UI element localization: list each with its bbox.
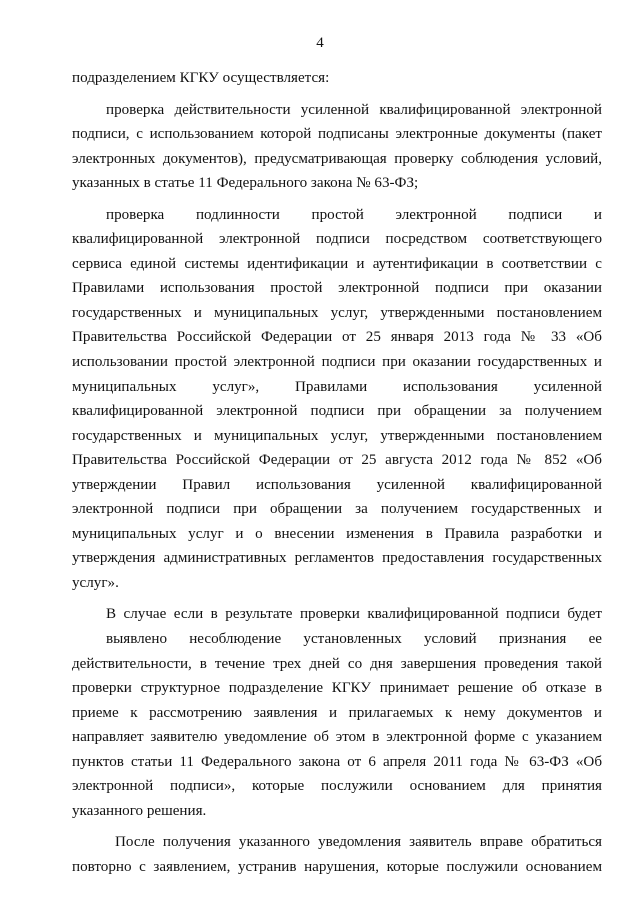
text-line: Правительства Российской Федерации от 25 августа 2012 года № 852 «Об xyxy=(72,452,602,469)
paragraph-qualified-signature-check xyxy=(72,98,602,196)
text-line: муниципальных услуг», Правилами использования усиленной xyxy=(72,378,602,395)
text-line: услуг». xyxy=(72,574,119,591)
text-line: Правительства Российской Федерации от 25 января 2013 года № 33 «Об xyxy=(72,329,602,346)
text-line: Правилами использования простой электронной подписи при оказании xyxy=(72,280,602,297)
text-line: утверждения административных регламентов предоставления государственных xyxy=(72,550,602,567)
document-body xyxy=(72,66,602,887)
text-line: В случае если в результате проверки квалифицированной подписи будет xyxy=(106,606,602,623)
text-line: электронной подписи при обращении за получением государственных и xyxy=(72,501,602,518)
text-line: направляет заявителю уведомление об этом в электронной форме с указанием xyxy=(72,729,602,746)
page-number: 4 xyxy=(316,35,324,51)
text-line: повторно с заявлением, устранив нарушения, которые послужили основанием xyxy=(72,858,602,875)
text-line: пунктов статьи 11 Федерального закона от 6 апреля 2011 года № 63-ФЗ «Об xyxy=(72,753,602,770)
text-line: проверка действительности усиленной квалифицированной электронной xyxy=(106,101,602,118)
paragraph-simple-signature-check xyxy=(72,203,602,596)
text-line: муниципальных услуг и о внесении изменения в Правила разработки и xyxy=(72,525,602,542)
text-line: подписи, с использованием которой подписаны электронные документы (пакет xyxy=(72,126,602,143)
text-line: квалифицированной электронной подписи при обращении за получением xyxy=(72,403,602,420)
text-line: указанных в статье 11 Федерального закона № 63-ФЗ; xyxy=(72,175,419,192)
text-line: указанного решения. xyxy=(72,802,207,819)
text-line: После получения указанного уведомления заявитель вправе обратиться xyxy=(115,834,602,851)
text-line: подразделением КГКУ осуществляется: xyxy=(72,70,330,86)
text-line: приеме к рассмотрению заявления и прилагаемых к нему документов и xyxy=(72,704,602,721)
text-line: квалифицированной электронной подписи посредством соответствующего xyxy=(72,231,602,248)
text-line: государственных и муниципальных услуг, утвержденными постановлением xyxy=(72,427,602,444)
text-line: действительности, в течение трех дней со дня завершения проведения такой xyxy=(72,655,602,672)
text-line: проверки структурное подразделение КГКУ принимает решение об отказе в xyxy=(72,680,602,697)
text-line: электронной подписи», которые послужили основанием для принятия xyxy=(72,778,602,795)
paragraph-refusal-decision xyxy=(72,602,602,823)
text-line: выявлено несоблюдение установленных условий признания ее xyxy=(106,631,602,648)
text-line: электронных документов), предусматривающая проверку соблюдения условий, xyxy=(72,150,602,167)
text-line: сервиса единой системы идентификации и аутентификации в соответствии с xyxy=(72,255,602,272)
text-line: государственных и муниципальных услуг, утвержденными постановлением xyxy=(72,304,602,321)
text-line: проверка подлинности простой электронной подписи и xyxy=(106,206,602,223)
text-line: утверждении Правил использования усиленной квалифицированной xyxy=(72,476,602,493)
paragraph-intro xyxy=(72,66,602,91)
text-line: использовании простой электронной подписи при оказании государственных и xyxy=(72,354,602,371)
paragraph-repeat-application xyxy=(72,830,602,879)
